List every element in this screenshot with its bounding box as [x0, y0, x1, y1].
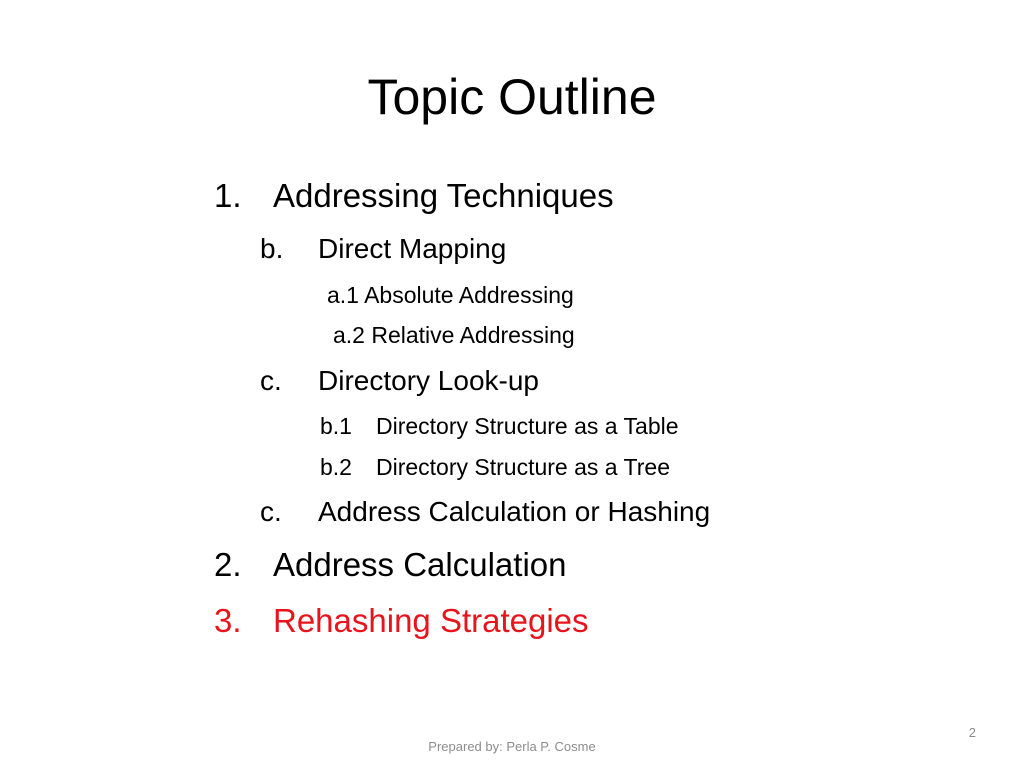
outline-marker: c.	[260, 496, 282, 527]
outline-marker: 1.	[214, 177, 242, 214]
outline-text: Rehashing Strategies	[273, 602, 589, 639]
outline-marker: 3.	[214, 602, 242, 639]
outline-text: a.1 Absolute Addressing	[327, 282, 574, 308]
outline-text: Direct Mapping	[318, 233, 507, 264]
footer-text: Prepared by: Perla P. Cosme	[428, 739, 596, 754]
slide-title: Topic Outline	[367, 69, 657, 125]
page-number: 2	[968, 725, 976, 740]
outline-marker: b.2	[320, 454, 352, 480]
outline-marker: b.	[260, 233, 284, 264]
outline-text: Directory Look-up	[318, 365, 539, 396]
outline-text: Directory Structure as a Tree	[376, 454, 670, 480]
outline-marker: 2.	[214, 546, 242, 583]
outline-text: Address Calculation	[273, 546, 567, 583]
outline-text: Addressing Techniques	[273, 177, 614, 214]
outline-marker: b.1	[320, 413, 352, 439]
outline-text: Directory Structure as a Table	[376, 413, 679, 439]
outline-text: Address Calculation or Hashing	[318, 496, 711, 527]
outline-marker: c.	[260, 365, 282, 396]
outline-text: a.2 Relative Addressing	[333, 322, 575, 348]
